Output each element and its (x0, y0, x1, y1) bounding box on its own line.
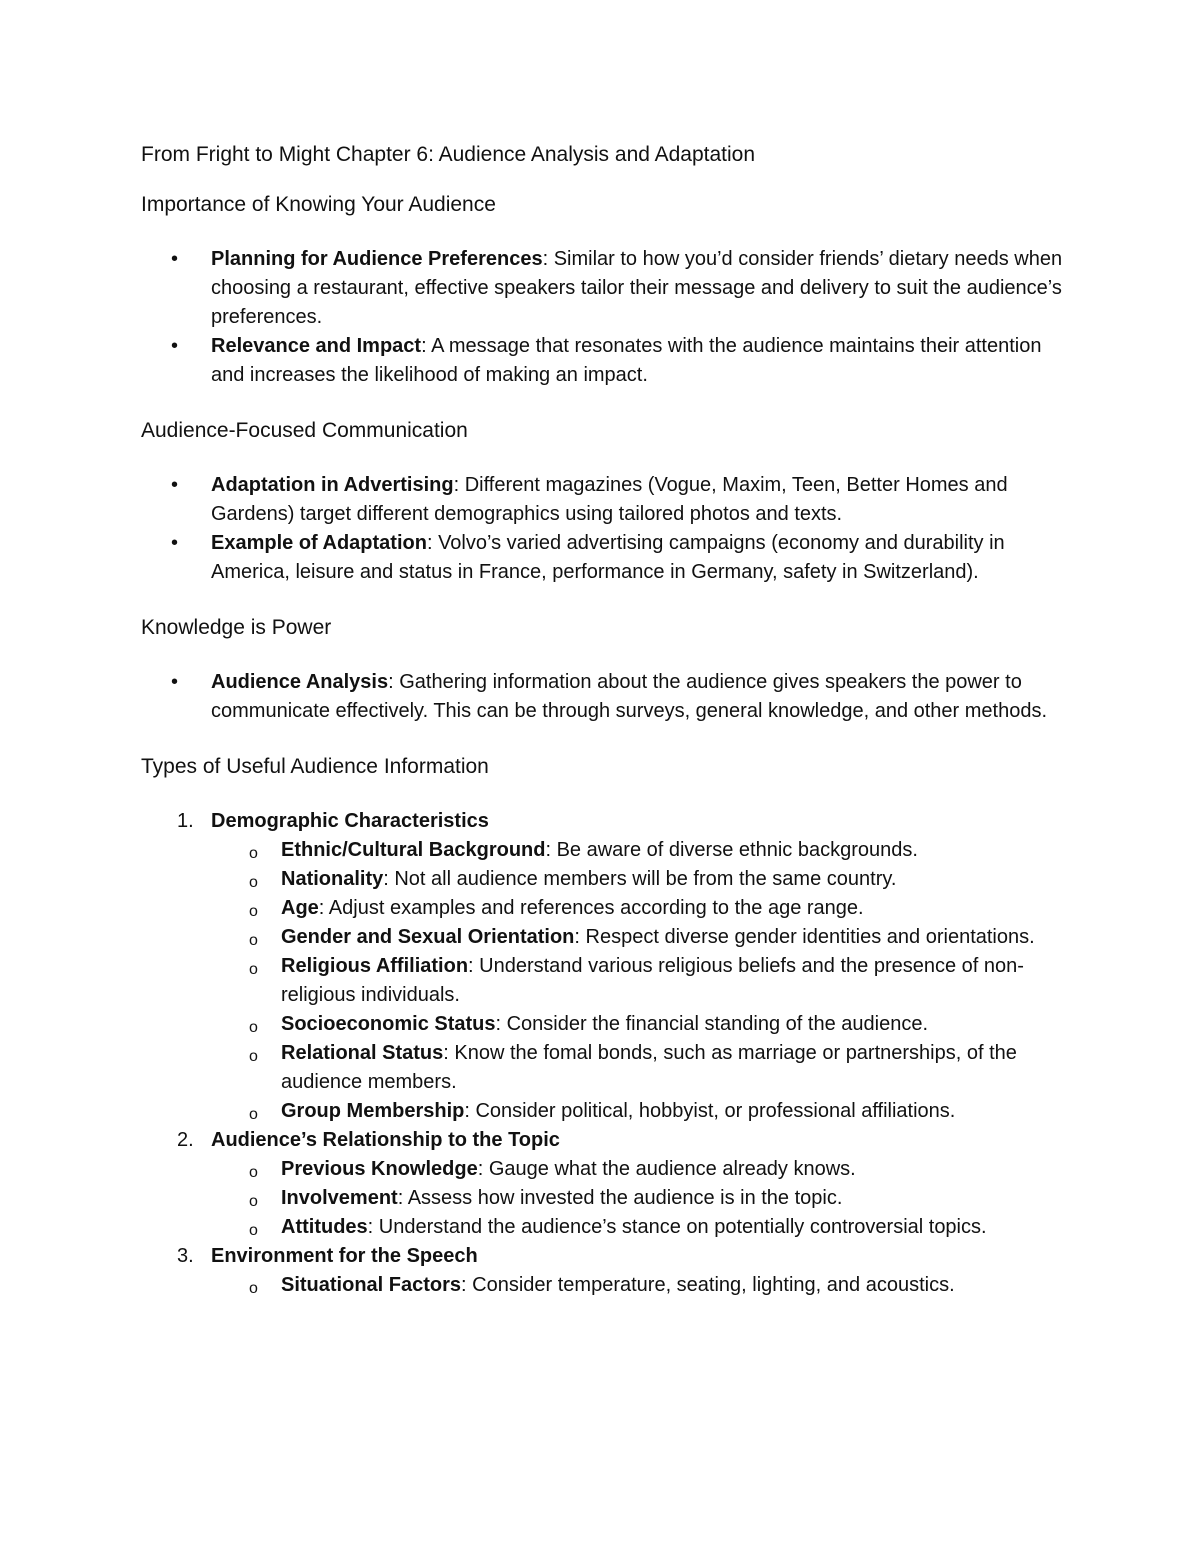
list-item: • Planning for Audience Preferences: Similar to how you’d consider friends’ dietary needs when choosing a restaurant, effective speakers tailor their message and delivery to suit the audience’s preferences. (141, 245, 1071, 332)
sub-item: o Involvement: Assess how invested the audience is in the topic. (141, 1184, 1071, 1213)
numbered-item (141, 1126, 1071, 1242)
circle-bullet-icon: o (249, 1280, 258, 1297)
sub-item: o Socioeconomic Status: Consider the financial standing of the audience. (141, 1010, 1071, 1039)
item-number: 3. (177, 1245, 194, 1267)
section-heading: Types of Useful Audience Information (141, 755, 489, 778)
sub-item: o Ethnic/Cultural Background: Be aware of diverse ethnic backgrounds. (141, 836, 1071, 865)
bullet-icon: • (171, 248, 179, 270)
bullet-icon: • (171, 532, 179, 554)
sub-item: o Relational Status: Know the fomal bonds, such as marriage or partnerships, of the audience members. (249, 1042, 1017, 1093)
sub-list (211, 1155, 1071, 1242)
sub-item: o Nationality: Not all audience members will be from the same country. (141, 865, 1071, 894)
list-item: • Audience Analysis: Gathering information about the audience gives speakers the power to communicate effectively. This can be through surveys, general knowledge, and other methods. (141, 668, 1071, 726)
sub-list (211, 1271, 1071, 1300)
sub-list (211, 836, 1071, 1126)
circle-bullet-icon: o (249, 1019, 258, 1036)
item-number: 1. (177, 810, 194, 832)
item-title: Audience’s Relationship to the Topic (211, 1129, 560, 1151)
sub-item: o Age: Adjust examples and references according to the age range. (141, 894, 1071, 923)
list-item: • Example of Adaptation: Volvo’s varied advertising campaigns (economy and durability in America, leisure and status in France, performance in Germany, safety in Switzerland). (141, 529, 1071, 587)
item-title: Environment for the Speech (211, 1245, 478, 1267)
document-content (141, 140, 1071, 1300)
item-number: 2. (177, 1129, 194, 1151)
circle-bullet-icon: o (249, 932, 258, 949)
circle-bullet-icon: o (249, 1106, 258, 1123)
sub-item: o Attitudes: Understand the audience’s stance on potentially controversial topics. (141, 1213, 1071, 1242)
bullet-list (141, 668, 1071, 726)
circle-bullet-icon: o (249, 961, 258, 978)
item-title: Demographic Characteristics (211, 810, 489, 832)
circle-bullet-icon: o (249, 1222, 258, 1239)
bullet-icon: • (171, 335, 179, 357)
section-heading: Audience-Focused Communication (141, 419, 468, 442)
bullet-icon: • (171, 671, 179, 693)
list-item: • Adaptation in Advertising: Different magazines (Vogue, Maxim, Teen, Better Homes and Gardens) target different demographics using tailored photos and texts. (141, 471, 1071, 529)
sub-item: o Group Membership: Consider political, hobbyist, or professional affiliations. (141, 1097, 1071, 1126)
numbered-item (141, 807, 1071, 1126)
section-heading: Importance of Knowing Your Audience (141, 193, 496, 216)
sub-item: o Situational Factors: Consider temperature, seating, lighting, and acoustics. (141, 1271, 1071, 1300)
numbered-list (141, 807, 1071, 1300)
circle-bullet-icon: o (249, 874, 258, 891)
document-title: From Fright to Might Chapter 6: Audience Analysis and Adaptation (141, 143, 756, 166)
numbered-item (141, 1242, 1071, 1300)
bullet-list (141, 471, 1071, 587)
list-item: • Relevance and Impact: A message that resonates with the audience maintains their attention and increases the likelihood of making an impact. (141, 332, 1071, 390)
circle-bullet-icon: o (249, 845, 258, 862)
circle-bullet-icon: o (249, 1193, 258, 1210)
sub-item: o Religious Affiliation: Understand various religious beliefs and the presence of non-religious individuals. (249, 955, 1024, 1006)
sub-item: o Gender and Sexual Orientation: Respect diverse gender identities and orientations. (141, 923, 1071, 952)
bullet-list (141, 245, 1071, 390)
circle-bullet-icon: o (249, 1164, 258, 1181)
circle-bullet-icon: o (249, 903, 258, 920)
sub-item: o Previous Knowledge: Gauge what the audience already knows. (141, 1155, 1071, 1184)
bullet-icon: • (171, 474, 179, 496)
circle-bullet-icon: o (249, 1048, 258, 1065)
section-heading: Knowledge is Power (141, 616, 332, 639)
